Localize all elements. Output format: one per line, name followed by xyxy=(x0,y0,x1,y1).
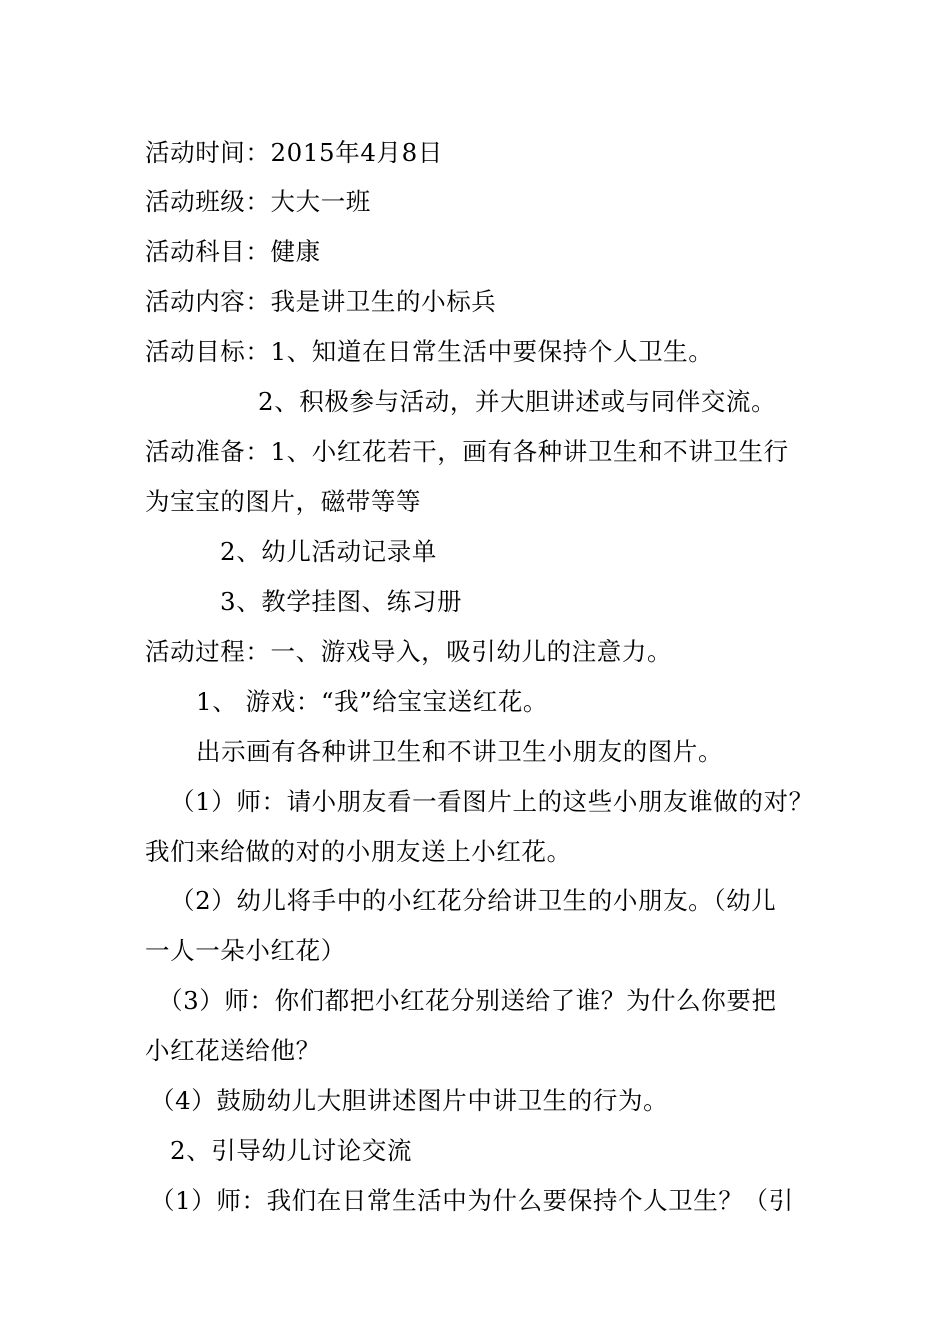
process-step-2-item-1: （1）师：我们在日常生活中为什么要保持个人卫生？（引 xyxy=(150,1186,794,1215)
activity-prep-2: 2、幼儿活动记录单 xyxy=(220,537,437,566)
process-step-1-desc: 出示画有各种讲卫生和不讲卫生小朋友的图片。 xyxy=(196,737,724,766)
activity-content: 活动内容：我是讲卫生的小标兵 xyxy=(145,287,497,316)
process-step-1: 1、 游戏：“我”给宝宝送红花。 xyxy=(196,687,549,716)
process-item-3: （3）师：你们都把小红花分别送给了谁？为什么你要把 xyxy=(158,986,777,1015)
activity-prep-1-cont: 为宝宝的图片，磁带等等 xyxy=(145,487,422,516)
process-item-1-cont: 我们来给做的对的小朋友送上小红花。 xyxy=(145,837,572,866)
activity-goal-2: 2、积极参与活动，并大胆讲述或与同伴交流。 xyxy=(258,387,777,416)
process-item-3-cont: 小红花送给他？ xyxy=(145,1036,321,1065)
activity-prep-1: 活动准备：1、小红花若干，画有各种讲卫生和不讲卫生行 xyxy=(145,437,789,466)
process-item-2: （2）幼儿将手中的小红花分给讲卫生的小朋友。（幼儿 xyxy=(170,886,777,915)
process-item-1: （1）师：请小朋友看一看图片上的这些小朋友谁做的对？ xyxy=(170,787,814,816)
activity-time: 活动时间：2015年4月8日 xyxy=(145,138,443,167)
process-item-4: （4）鼓励幼儿大胆讲述图片中讲卫生的行为。 xyxy=(150,1086,669,1115)
process-item-2-cont: 一人一朵小红花） xyxy=(145,936,346,965)
activity-process-heading: 活动过程：一、游戏导入，吸引幼儿的注意力。 xyxy=(145,637,673,666)
activity-goal-1: 活动目标：1、知道在日常生活中要保持个人卫生。 xyxy=(145,337,714,366)
activity-prep-3: 3、教学挂图、练习册 xyxy=(220,587,463,616)
activity-class: 活动班级：大大一班 xyxy=(145,187,371,216)
activity-subject: 活动科目：健康 xyxy=(145,237,321,266)
process-step-2: 2、引导幼儿讨论交流 xyxy=(170,1136,413,1165)
